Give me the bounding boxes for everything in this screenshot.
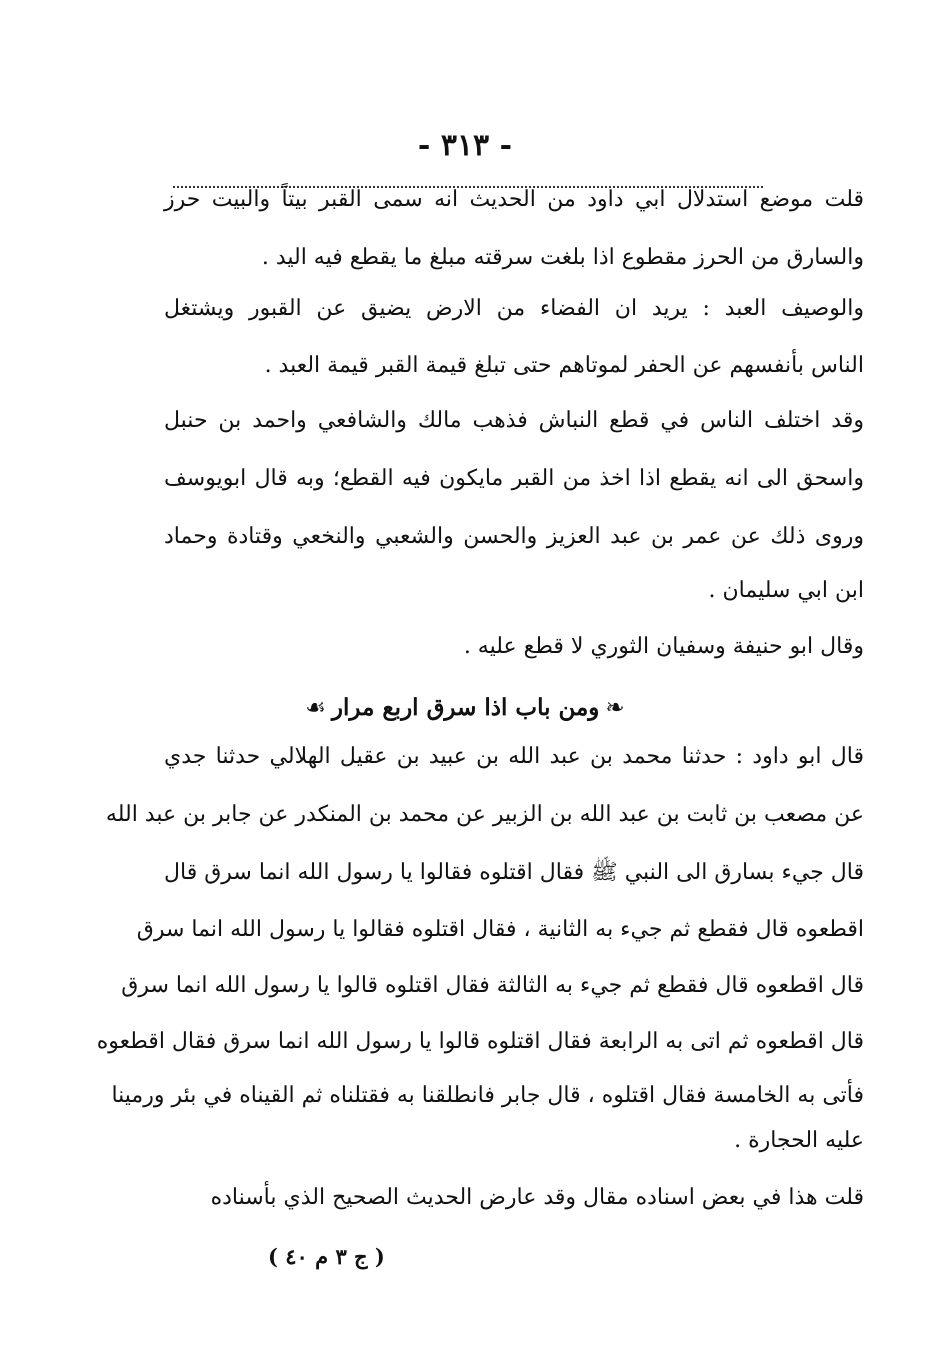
closing-line: قلت هذا في بعض اسناده مقال وقد عارض الحديث الصحيح الذي بأسناده <box>210 1185 864 1210</box>
hadith-line: قال اقطعوه ثم اتى به الرابعة فقال اقتلوه قالوا يا رسول الله انما سرق فقال اقطعوه <box>96 1029 864 1054</box>
text-line: واسحق الى انه يقطع اذا اخذ من القبر مايكون فيه القطع؛ وبه قال ابويوسف <box>164 466 864 491</box>
hadith-line: قال اقطعوه قال فقطع ثم جيء به الثالثة فقال اقتلوه قالوا يا رسول الله انما سرق <box>121 973 864 998</box>
text-line: قلت موضع استدلال ابي داود من الحديث انه سمى القبر بيتاً والبيت حرز <box>164 187 864 212</box>
hadith-line: فأتى به الخامسة فقال اقتلوه ، قال جابر فانطلقنا به فقتلناه ثم القيناه في بئر ورمينا <box>111 1083 864 1108</box>
text-line: والوصيف العبد : يريد ان الفضاء من الارض يضيق عن القبور ويشتغل <box>164 296 864 321</box>
text-line: الناس بأنفسهم عن الحفر لموتاهم حتى تبلغ قيمة القبر قيمة العبد . <box>264 353 864 378</box>
text-line: وروى ذلك عن عمر بن عبد العزيز والحسن والشعبي والنخعي وقتادة وحماد <box>164 524 864 549</box>
text-line: ابن ابي سليمان . <box>708 578 864 603</box>
text-line: وقد اختلف الناس في قطع النباش فذهب مالك والشافعي واحمد بن حنبل <box>164 408 864 433</box>
section-heading <box>0 693 930 723</box>
hadith-line: قال جيء بسارق الى النبي ﷺ فقال اقتلوه فقالوا يا رسول الله انما سرق قال <box>164 860 864 885</box>
text-line: والسارق من الحرز مقطوع اذا بلغت سرقته مبلغ ما يقطع فيه اليد . <box>261 245 864 270</box>
section-heading-text: ومن باب اذا سرق اربع مرار <box>331 694 600 721</box>
hadith-line: اقطعوه قال فقطع ثم جيء به الثانية ، فقال اقتلوه فقالوا يا رسول الله انما سرق <box>136 917 864 942</box>
signature-mark: ( ج ٣ م ٤٠ ) <box>268 1244 385 1269</box>
text-line: وقال ابو حنيفة وسفيان الثوري لا قطع عليه . <box>463 634 864 659</box>
ornament-right-icon: ☙ <box>305 695 326 721</box>
ornament-left-icon: ❧ <box>605 695 625 721</box>
hadith-line: قال ابو داود : حدثنا محمد بن عبد الله بن عبيد بن عقيل الهلالي حدثنا جدي <box>164 744 864 769</box>
page-number: - ٣١٣ - <box>417 128 513 163</box>
hadith-line: عن مصعب بن ثابت بن عبد الله بن الزبير عن محمد بن المنكدر عن جابر بن عبد الله <box>105 802 864 827</box>
hadith-line: عليه الحجارة . <box>734 1128 864 1153</box>
